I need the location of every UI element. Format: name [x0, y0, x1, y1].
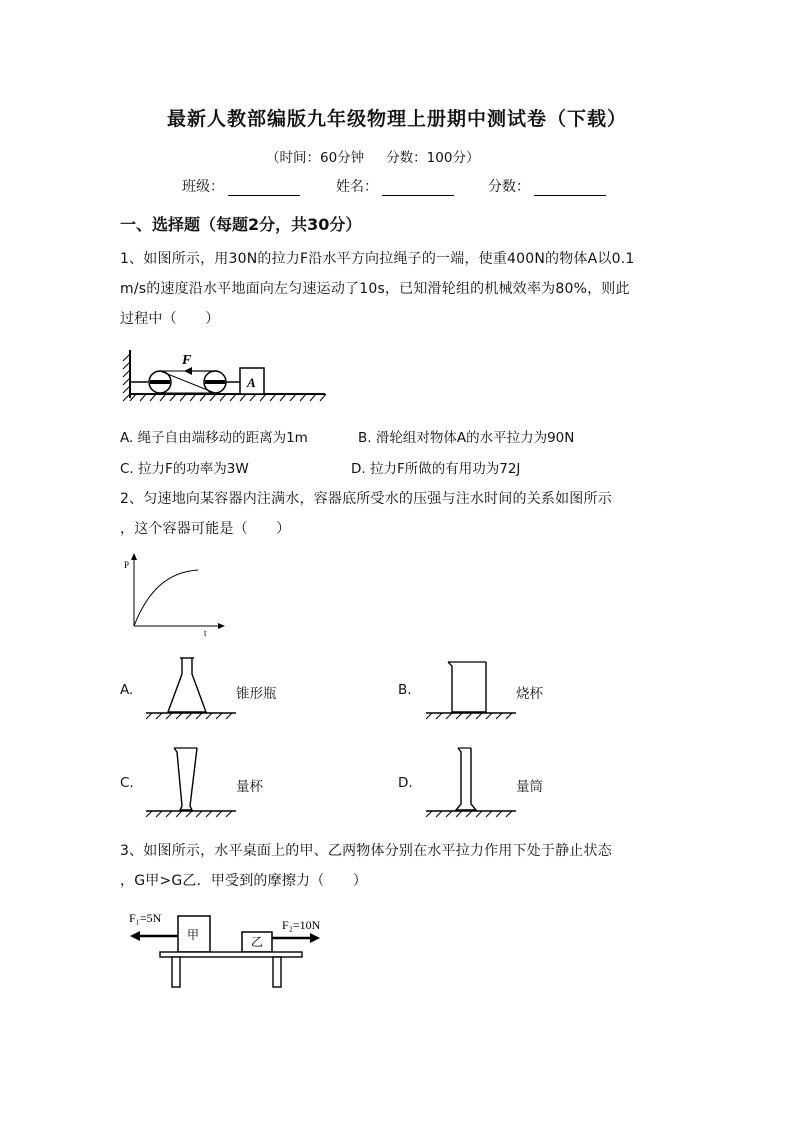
score-blank[interactable] — [534, 181, 606, 196]
question-2-line: ，这个容器可能是（ ） — [120, 521, 291, 537]
exam-total-score: 分数：100分） — [386, 150, 480, 166]
q1-option-c[interactable]: C. 拉力F的功率为3W — [120, 461, 249, 477]
measuring-cup-icon — [144, 744, 240, 822]
exam-time: （时间：60分钟 — [266, 150, 365, 166]
name-blank[interactable] — [382, 181, 454, 196]
q2-option-b-letter[interactable]: B. — [398, 682, 412, 698]
beaker-icon — [424, 654, 520, 718]
name-label: 姓名： — [336, 179, 378, 195]
q1-option-d[interactable]: D. 拉力F所做的有用功为72J — [351, 461, 521, 477]
exam-meta — [266, 146, 501, 166]
table-blocks-figure — [126, 906, 336, 992]
q2-option-c-name[interactable]: 量杯 — [236, 779, 263, 795]
class-label: 班级： — [182, 179, 224, 195]
pulley-figure — [120, 348, 330, 408]
question-3-line: 3、如图所示，水平桌面上的甲、乙两物体分别在水平拉力作用下处于静止状态 — [120, 843, 612, 859]
pressure-time-graph — [120, 552, 230, 642]
axis-p-label: P — [124, 560, 130, 570]
graduated-cylinder-icon — [424, 744, 520, 822]
question-2-line: 2、匀速地向某容器内注满水，容器底所受水的压强与注水时间的关系如图所示 — [120, 491, 612, 507]
q2-option-d-letter[interactable]: D. — [398, 775, 413, 791]
class-blank[interactable] — [228, 181, 300, 196]
question-1 — [120, 244, 680, 334]
force-f2-label: F₂=10N — [282, 918, 321, 932]
block-jia-label: 甲 — [187, 928, 200, 942]
question-3 — [120, 836, 680, 896]
q2-option-a-letter[interactable]: A. — [120, 682, 134, 698]
question-1-line: m/s的速度沿水平地面向左匀速运动了10s，已知滑轮组的机械效率为80%，则此 — [120, 281, 630, 297]
q1-option-b[interactable]: B. 滑轮组对物体A的水平拉力为90N — [358, 430, 575, 446]
name-field — [336, 176, 454, 196]
block-a-label: A — [247, 375, 256, 390]
axis-t-label: t — [204, 628, 207, 638]
score-field — [488, 176, 606, 196]
question-1-line: 过程中（ ） — [120, 311, 220, 327]
q2-option-c-letter[interactable]: C. — [120, 775, 134, 791]
q2-option-b-name[interactable]: 烧杯 — [516, 686, 543, 702]
score-label: 分数： — [488, 179, 530, 195]
force-f-label: F — [182, 353, 192, 368]
question-2 — [120, 484, 680, 544]
block-yi-label: 乙 — [251, 935, 264, 949]
question-1-line: 1、如图所示，用30N的拉力F沿水平方向拉绳子的一端，使重400N的物体A以0.1 — [120, 251, 635, 267]
class-field — [182, 176, 300, 196]
q2-option-d-name[interactable]: 量筒 — [516, 779, 543, 795]
q2-option-a-name[interactable]: 锥形瓶 — [236, 686, 277, 702]
q1-option-a[interactable]: A. 绳子自由端移动的距离为1m — [120, 430, 308, 446]
force-f1-label: F₁=5N — [129, 911, 162, 925]
section-title: 一、选择题（每题2分，共30分） — [120, 215, 362, 234]
conical-flask-icon — [144, 654, 240, 718]
question-3-line: ，G甲>G乙．甲受到的摩擦力（ ） — [120, 873, 368, 889]
page-title: 最新人教部编版九年级物理上册期中测试卷（下载） — [166, 108, 627, 130]
